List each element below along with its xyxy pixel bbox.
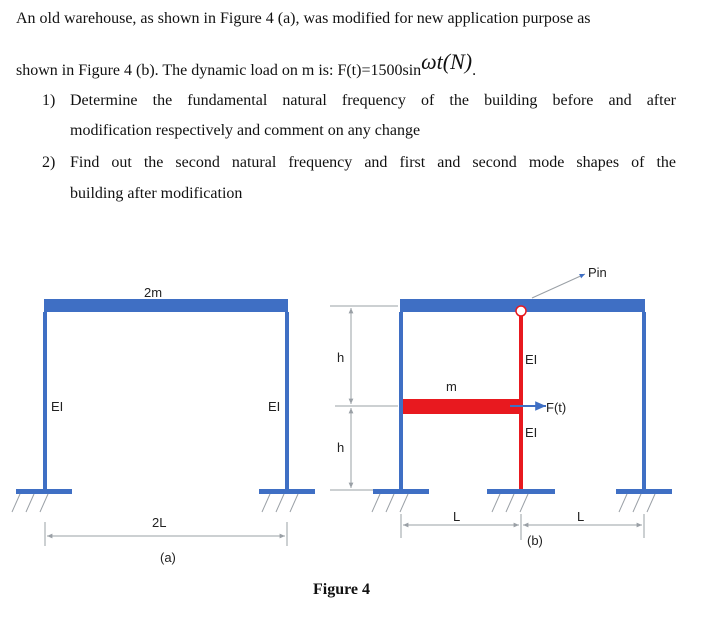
fig-a-span-label: 2L <box>152 515 167 530</box>
fig-b-right-span-label: L <box>577 509 585 524</box>
fig-b-force-label: F(t) <box>546 400 567 415</box>
omega-t: ωt <box>421 49 443 74</box>
fig-b-added-column <box>519 312 523 490</box>
fig-b-right-support <box>616 489 672 512</box>
fig-b-height-dimension <box>330 306 398 490</box>
fig-a-beam <box>44 299 288 312</box>
question-2-line-1: Find out the second natural frequency and first and second mode shapes of the <box>70 154 676 171</box>
load-unit: (N) <box>442 49 473 74</box>
figure-b <box>330 265 672 548</box>
question-1-line-1: Determine the fundamental natural frequency of the building before and after <box>70 92 676 109</box>
fig-a-right-support <box>259 489 315 512</box>
fig-b-middle-support <box>487 489 555 512</box>
question-2-number: 2) <box>42 154 56 171</box>
fig-b-pin-joint <box>516 306 526 316</box>
fig-b-left-span-label: L <box>453 509 461 524</box>
fig-b-lower-height-label: h <box>337 440 345 455</box>
figure-caption: Figure 4 <box>313 581 371 598</box>
fig-a-left-ei-label: EI <box>51 399 64 414</box>
intro-line-2-text: shown in Figure 4 (b). The dynamic load on m is: F(t)=1500sin <box>16 62 422 79</box>
question-2-line-2: building after modification <box>70 185 243 202</box>
load-end: . <box>472 62 477 79</box>
question-1-line-2: modification respectively and comment on any change <box>70 122 421 139</box>
fig-b-left-column <box>399 312 403 490</box>
intro-line-1: An old warehouse, as shown in Figure 4 (a), was modified for new application purpose as <box>16 10 591 27</box>
fig-a-left-support <box>12 489 72 512</box>
question-1-number: 1) <box>42 92 56 109</box>
fig-b-right-column <box>642 312 646 490</box>
fig-a-beam-mass-label: 2m <box>144 285 163 300</box>
fig-b-added-mass-beam <box>403 399 523 414</box>
fig-b-caption: (b) <box>527 533 543 548</box>
fig-a-caption: (a) <box>160 550 176 565</box>
fig-b-pin-leader <box>532 274 585 298</box>
fig-b-left-support <box>372 489 429 512</box>
fig-b-mass-label: m <box>446 379 457 394</box>
fig-b-lower-ei-label: EI <box>525 425 538 440</box>
fig-a-left-column <box>43 312 47 490</box>
fig-a-right-ei-label: EI <box>268 399 281 414</box>
fig-b-upper-ei-label: EI <box>525 352 538 367</box>
fig-b-upper-height-label: h <box>337 350 345 365</box>
fig-b-pin-label: Pin <box>588 265 607 280</box>
fig-a-right-column <box>285 312 289 490</box>
fig-b-span-dimension <box>401 514 644 540</box>
figure-a <box>12 285 315 565</box>
